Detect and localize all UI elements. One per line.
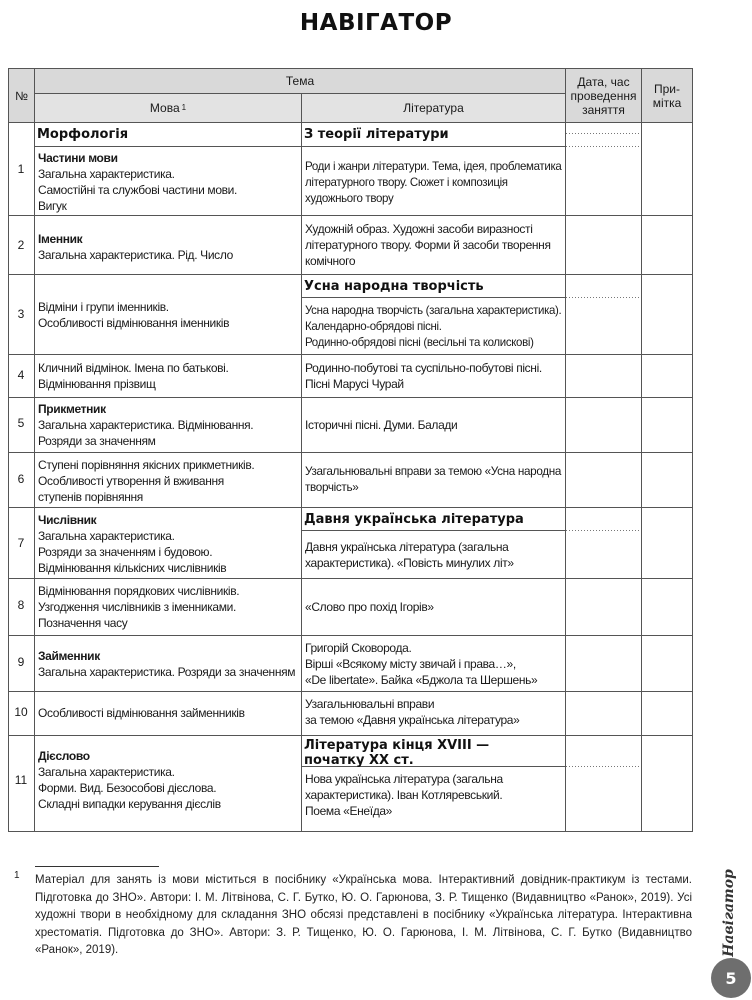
topic-line: Нова українська література (загальна <box>305 772 503 786</box>
row-number: 10 <box>14 705 28 719</box>
topic-line: «De libertate». Байка «Бджола та Шершень» <box>305 673 538 687</box>
row-number: 3 <box>17 307 25 321</box>
topic-line: Усна народна творчість (загальна характеристика). <box>305 303 562 317</box>
header-literature-label: Література <box>403 101 464 115</box>
side-section-label <box>714 869 744 957</box>
topic-line: Григорій Сковорода. <box>305 641 412 655</box>
topic-line: Узагальнювальні вправи <box>305 697 435 711</box>
topic-line: Відмінювання кількісних числівників <box>38 561 227 575</box>
topic-line: «Слово про похід Ігорів» <box>305 600 434 614</box>
page-number-badge: 5 <box>711 958 751 998</box>
row-number: 6 <box>17 472 25 486</box>
row-number: 2 <box>17 238 25 252</box>
topic-line: характеристика). «Повість минулих літ» <box>305 556 514 570</box>
topic-line: Відміни і групи іменників. <box>38 300 169 314</box>
topic-line: Загальна характеристика. Відмінювання. <box>38 418 254 432</box>
section-literary-theory: З теорії літератури <box>304 127 449 142</box>
section-ancient-literature: Давня українська література <box>304 512 524 527</box>
row-number: 8 <box>17 598 25 612</box>
topic-line: Родинно-побутові та суспільно-побутові пісні. <box>305 361 542 375</box>
language-topic <box>38 231 233 263</box>
topic-line: Форми. Вид. Безособові дієслова. <box>38 781 217 795</box>
topic-line: Позначення часу <box>38 616 128 630</box>
section-late-literature: Література кінця XVIII — початку XX ст. <box>304 738 490 768</box>
language-topic <box>38 648 295 680</box>
topic-line: літературного твору. Сюжет і композиція <box>305 175 508 189</box>
page-title: НАВІГАТОР <box>299 10 453 36</box>
footnote-text: Матеріал для занять із мови міститься в посібнику «Українська мова. Інтерактивний довідник-практикум із тестами. Підготовка до ЗНО». Автори: І. М. Літвінова, С. Г. Бутко, Ю. О. Гарюнова, З. Р. Тищенко (Видавництво «Ранок», 2019). Усі художні твори в необхідному для складання ЗНО обсязі представлені в посібнику «Українська література. Інтерактивна хрестоматія. Підготовка до ЗНО». Автори: З. Р. Тищенко, Ю. О. Гарюнова, І. М. Літвінова, С. Г. Бутко (Видавництво «Ранок», 2019). <box>35 874 692 956</box>
literature-topic <box>305 158 561 206</box>
topic-line: Загальна характеристика. <box>38 167 175 181</box>
topic-line: Вигук <box>38 199 67 213</box>
topic-heading: Займенник <box>38 649 100 663</box>
footnote-mark: 1 <box>14 870 20 881</box>
topic-line: Особливості відмінювання займенників <box>38 706 245 720</box>
language-topic <box>38 512 226 576</box>
topic-line: Роди і жанри літератури. Тема, ідея, проблематика <box>305 159 562 173</box>
header-language-footnote-mark: 1 <box>181 103 187 112</box>
literature-topic <box>305 302 561 350</box>
topic-line: художнього твору <box>305 191 394 205</box>
topic-line: творчість» <box>305 480 359 494</box>
row-number: 1 <box>17 162 25 176</box>
topic-line: Загальна характеристика. Рід. Число <box>38 248 233 262</box>
topic-heading: Частини мови <box>38 151 118 165</box>
topic-heading: Числівник <box>38 513 97 527</box>
language-topic <box>38 299 229 331</box>
topic-line: Узагальнювальні вправи за темою «Усна народна <box>305 464 562 478</box>
topic-line: Вірші «Всякому місту звичай і права…», <box>305 657 516 671</box>
row-number: 5 <box>17 416 25 430</box>
topic-line: характеристика). Іван Котляревський. <box>305 788 503 802</box>
language-topic <box>38 150 237 214</box>
topic-line: Загальна характеристика. Розряди за значенням <box>38 665 296 679</box>
row-number: 7 <box>17 536 25 550</box>
literature-topic <box>305 599 434 615</box>
topic-line: Особливості утворення й вживання <box>38 474 224 488</box>
row-number: 11 <box>14 773 28 787</box>
topic-line: Кличний відмінок. Імена по батькові. <box>38 361 229 375</box>
header-date-label: Дата, час проведення заняття <box>570 74 637 117</box>
row-number: 9 <box>17 655 25 669</box>
language-topic <box>38 705 245 721</box>
footnote-divider <box>35 866 159 867</box>
topic-line: Самостійні та службові частини мови. <box>38 183 238 197</box>
topic-line: Особливості відмінювання іменників <box>38 316 230 330</box>
header-note-label: При-мітка <box>652 81 682 110</box>
language-topic <box>38 360 228 392</box>
header-number-label: № <box>15 88 28 103</box>
topic-line: Родинно-обрядові пісні (весільні та колискові) <box>305 335 534 349</box>
topic-line: Календарно-обрядові пісні. <box>305 319 442 333</box>
topic-line: Давня українська література (загальна <box>305 540 509 554</box>
language-topic <box>38 457 254 505</box>
topic-line: Загальна характеристика. <box>38 765 175 779</box>
side-section-text: Навігатор <box>721 869 738 957</box>
topic-heading: Прикметник <box>38 402 106 416</box>
topic-line: Складні випадки керування дієслів <box>38 797 221 811</box>
literature-topic <box>305 221 551 269</box>
language-topic <box>38 401 253 449</box>
topic-line: Поема «Енеїда» <box>305 804 392 818</box>
row-number: 4 <box>17 368 25 382</box>
language-topic <box>38 583 239 631</box>
topic-line: за темою «Давня українська література» <box>305 713 520 727</box>
language-topic <box>38 748 221 812</box>
topic-line: Розряди за значенням <box>38 434 156 448</box>
literature-topic <box>305 771 503 819</box>
topic-line: Художній образ. Художні засоби виразності <box>305 222 533 236</box>
literature-topic <box>305 539 514 571</box>
topic-line: Розряди за значенням і будовою. <box>38 545 213 559</box>
topic-heading: Дієслово <box>38 749 90 763</box>
topic-line: Відмінювання порядкових числівників. <box>38 584 240 598</box>
topic-line: Загальна характеристика. <box>38 529 175 543</box>
topic-line: Ступені порівняння якісних прикметників. <box>38 458 255 472</box>
topic-line: Історичні пісні. Думи. Балади <box>305 418 458 432</box>
topic-line: Пісні Марусі Чурай <box>305 377 404 391</box>
topic-heading: Іменник <box>38 232 83 246</box>
header-language-label: Мова <box>149 101 180 115</box>
literature-topic <box>305 417 457 433</box>
topic-line: ступенів порівняння <box>38 490 143 504</box>
literature-topic <box>305 640 537 688</box>
section-morphology: Морфологія <box>37 127 129 142</box>
topic-line: Відмінювання прізвищ <box>38 377 156 391</box>
literature-topic <box>305 696 519 728</box>
topic-line: Узгодження числівників з іменниками. <box>38 600 236 614</box>
topic-line: літературного твору. Форми й засоби творення <box>305 238 551 252</box>
header-theme-label: Тема <box>285 74 315 88</box>
literature-topic <box>305 463 561 495</box>
topic-line: комічного <box>305 254 356 268</box>
section-folk-art: Усна народна творчість <box>304 279 484 294</box>
literature-topic <box>305 360 542 392</box>
